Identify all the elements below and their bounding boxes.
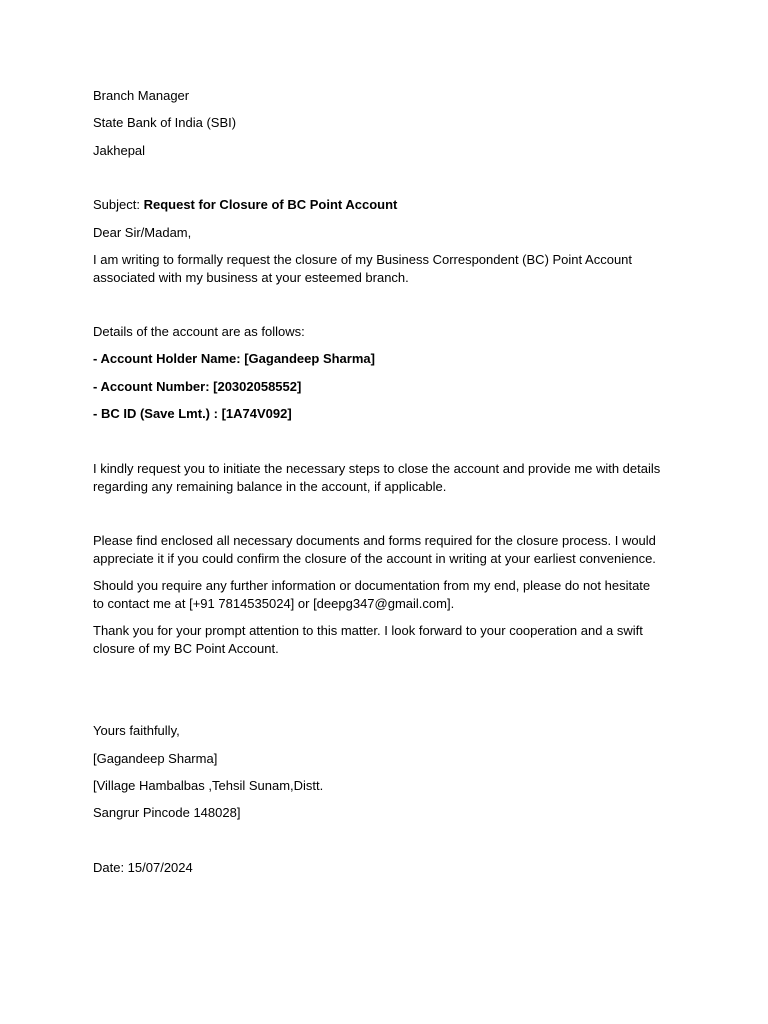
subject-text: Request for Closure of BC Point Account bbox=[143, 197, 398, 212]
salutation: Dear Sir/Madam, bbox=[93, 225, 192, 240]
request-line-1: I kindly request you to initiate the necessary steps to close the account and provide me with details bbox=[93, 461, 661, 476]
thanks-line-1: Thank you for your prompt attention to this matter. I look forward to your cooperation and a swift bbox=[93, 623, 643, 638]
subject-line bbox=[93, 196, 683, 214]
details-number-line bbox=[93, 378, 683, 396]
details-heading: Details of the account are as follows: bbox=[93, 324, 305, 339]
request-paragraph bbox=[93, 460, 683, 496]
recipient-title: Branch Manager bbox=[93, 88, 190, 103]
account-number: - Account Number: [20302058552] bbox=[93, 379, 302, 394]
intro-paragraph bbox=[93, 251, 683, 287]
contact-line-2: to contact me at [+91 7814535024] or [deepg347@gmail.com]. bbox=[93, 596, 455, 611]
intro-line-2: associated with my business at your esteemed branch. bbox=[93, 270, 409, 285]
recipient-bank: State Bank of India (SBI) bbox=[93, 115, 237, 130]
thanks-line-2: closure of my BC Point Account. bbox=[93, 641, 279, 656]
enclosure-paragraph bbox=[93, 532, 683, 568]
details-holder-line bbox=[93, 350, 683, 368]
contact-paragraph bbox=[93, 577, 683, 613]
sender-name: [Gagandeep Sharma] bbox=[93, 751, 218, 766]
enclosure-line-1: Please find enclosed all necessary documents and forms required for the closure process. I would bbox=[93, 533, 656, 548]
recipient-branch: Jakhepal bbox=[93, 143, 146, 158]
bc-id: - BC ID (Save Lmt.) : [1A74V092] bbox=[93, 406, 292, 421]
request-line-2: regarding any remaining balance in the account, if applicable. bbox=[93, 479, 447, 494]
contact-line-1: Should you require any further information or documentation from my end, please do not hesitate bbox=[93, 578, 651, 593]
subject-label: Subject: bbox=[93, 197, 144, 212]
closing: Yours faithfully, bbox=[93, 723, 180, 738]
sender-address-line-2: Sangrur Pincode 148028] bbox=[93, 805, 241, 820]
enclosure-line-2: appreciate it if you could confirm the closure of the account in writing at your earliest convenience. bbox=[93, 551, 656, 566]
details-bcid-line bbox=[93, 405, 683, 423]
thanks-paragraph bbox=[93, 622, 683, 658]
letter-date: Date: 15/07/2024 bbox=[93, 860, 193, 875]
intro-line-1: I am writing to formally request the closure of my Business Correspondent (BC) Point Account bbox=[93, 252, 633, 267]
sender-address-line-1: [Village Hambalbas ,Tehsil Sunam,Distt. bbox=[93, 778, 324, 793]
account-holder-name: - Account Holder Name: [Gagandeep Sharma] bbox=[93, 351, 375, 366]
